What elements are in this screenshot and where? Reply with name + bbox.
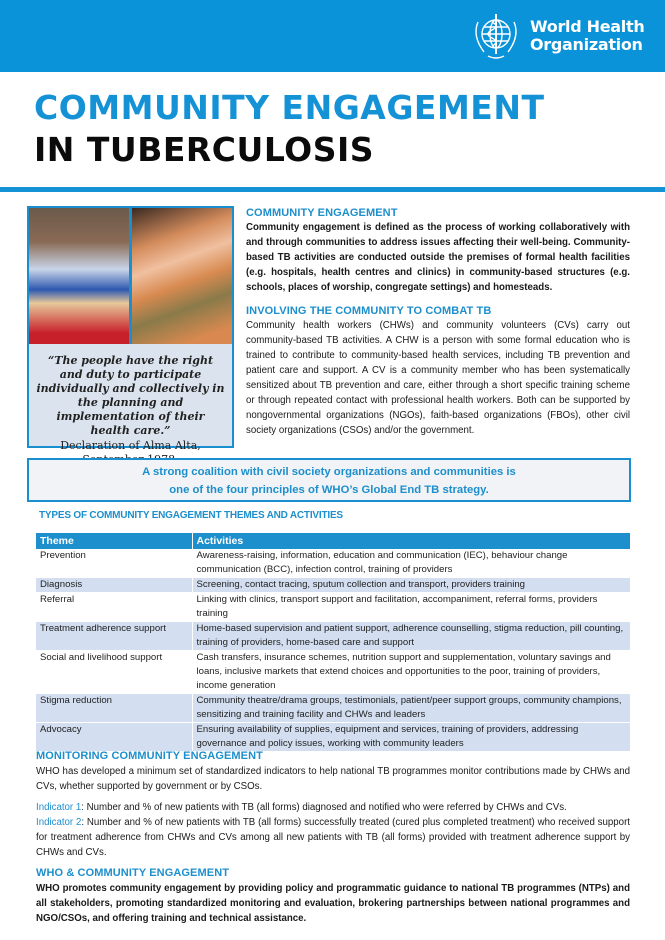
activities-cell: Community theatre/drama groups, testimonials, patient/peer support groups, community champions, sensitizing and training facility and CHWs and leaders bbox=[192, 694, 630, 723]
themes-table bbox=[36, 533, 630, 752]
theme-cell: Social and livelihood support bbox=[36, 651, 192, 694]
who-engagement-heading: WHO & COMMUNITY ENGAGEMENT bbox=[36, 867, 230, 879]
alma-ata-quote bbox=[29, 344, 232, 467]
callout-line2: one of the four principles of WHO’s Global End TB strategy. bbox=[169, 484, 489, 496]
theme-cell: Prevention bbox=[36, 549, 192, 578]
page-title-line1: COMMUNITY ENGAGEMENT bbox=[34, 88, 545, 127]
themes-table-title: TYPES OF COMMUNITY ENGAGEMENT THEMES AND ACTIVITIES bbox=[39, 510, 343, 521]
who-engagement-body: WHO promotes community engagement by providing policy and programmatic guidance to national TB programmes (NTPs) and all stakeholders, promoting standardized monitoring and evaluation, brokering partnerships between national programmes and NGO/CSOs, and offering training and technical assistance. bbox=[36, 883, 630, 924]
monitoring-body: WHO has developed a minimum set of standardized indicators to help national TB programmes monitor contributions made by CHWs and CVs, whether supported by government or by CSOs. bbox=[36, 766, 630, 792]
indicator-2-text: : Number and % of new patients with TB (all forms) successfully treated (cured plus completed treatment) who received support for treatment adherence from CHWs and CVs among all new patients with TB (all forms) provided with treatment adherence support by CHWs and CVs. bbox=[36, 817, 630, 858]
indicator-1-label: Indicator 1 bbox=[36, 802, 82, 813]
community-engagement-section bbox=[246, 207, 630, 295]
monitoring-section bbox=[36, 750, 630, 860]
theme-cell: Treatment adherence support bbox=[36, 622, 192, 651]
photo-woman-with-scarf bbox=[29, 208, 129, 344]
activities-cell: Ensuring availability of supplies, equipment and services, training of providers, addressing governance and policy issues, working with community leaders bbox=[192, 723, 630, 752]
community-engagement-body: Community engagement is defined as the process of working collaboratively with and through communities to address issues affecting their well-being. Community-based TB activities are conducted outside the premises of formal health facilities (e.g. hospitals, health centres and clinics) in community-based structures (e.g. schools, places of worship, congregate settings) and homesteads. bbox=[246, 222, 630, 293]
column-header-theme: Theme bbox=[36, 533, 192, 549]
table-row bbox=[36, 723, 630, 752]
indicator-2 bbox=[36, 815, 630, 860]
org-name-line1: World Health bbox=[530, 17, 645, 36]
indicator-2-label: Indicator 2 bbox=[36, 817, 82, 828]
community-engagement-heading: COMMUNITY ENGAGEMENT bbox=[246, 207, 398, 219]
quote-text: “The people have the right and duty to participate individually and collectively in the planning and implementation of their health care.” bbox=[36, 354, 225, 437]
photo-strip bbox=[29, 208, 232, 344]
who-emblem-icon bbox=[468, 10, 524, 62]
table-row bbox=[36, 694, 630, 723]
strategy-callout bbox=[27, 458, 631, 502]
indicator-1-text: : Number and % of new patients with TB (all forms) diagnosed and notified who were referred by CHWs and CVs. bbox=[81, 802, 567, 813]
theme-cell: Advocacy bbox=[36, 723, 192, 752]
involving-community-section bbox=[246, 305, 630, 438]
header-banner bbox=[0, 0, 665, 72]
theme-cell: Diagnosis bbox=[36, 578, 192, 593]
involving-community-body: Community health workers (CHWs) and community volunteers (CVs) carry out community-based TB activities. A CHW is a person with some formal education who is trained to contribute to community-based health services, including TB prevention and patient care and support. A CV is a community member who has been systematically sensitized about TB prevention and care, either through a short specific training scheme or through repeated contact with professional health workers. Both can be supported by nongovernmental organizations (NGOs), faith-based organizations (FBOs), other civil society organizations (CSOs) and/or the government. bbox=[246, 320, 630, 436]
theme-cell: Stigma reduction bbox=[36, 694, 192, 723]
table-row bbox=[36, 651, 630, 694]
activities-cell: Awareness-raising, information, education and communication (IEC), behaviour change communication (BCC), infection control, training of providers bbox=[192, 549, 630, 578]
activities-cell: Linking with clinics, transport support and facilitation, accompaniment, referral forms, providers training bbox=[192, 593, 630, 622]
activities-cell: Cash transfers, insurance schemes, nutrition support and supplementation, voluntary savings and loans, inclusive markets that extend choices and opportunities to the poor, training of providers, income generation bbox=[192, 651, 630, 694]
quote-source-line1: Declaration of Alma Alta, bbox=[60, 439, 201, 452]
table-row bbox=[36, 593, 630, 622]
involving-community-heading: INVOLVING THE COMMUNITY TO COMBAT TB bbox=[246, 305, 492, 317]
photo-mother-with-baby bbox=[132, 208, 232, 344]
indicator-1 bbox=[36, 800, 630, 815]
table-header-row bbox=[36, 533, 630, 549]
who-logo bbox=[468, 10, 644, 62]
activities-cell: Home-based supervision and patient support, adherence counselling, stigma reduction, pill counting, training of providers, home-based care and support bbox=[192, 622, 630, 651]
photo-quote-box bbox=[27, 206, 234, 452]
column-header-activities: Activities bbox=[192, 533, 630, 549]
org-name-line2: Organization bbox=[530, 35, 643, 54]
who-engagement-section bbox=[36, 867, 630, 926]
activities-cell: Screening, contact tracing, sputum collection and transport, providers training bbox=[192, 578, 630, 593]
callout-line1: A strong coalition with civil society organizations and communities is bbox=[142, 466, 516, 478]
table-row bbox=[36, 578, 630, 593]
title-divider bbox=[0, 187, 665, 192]
table-row bbox=[36, 549, 630, 578]
theme-cell: Referral bbox=[36, 593, 192, 622]
page-title-line2: IN TUBERCULOSIS bbox=[34, 130, 375, 169]
monitoring-heading: MONITORING COMMUNITY ENGAGEMENT bbox=[36, 750, 263, 762]
table-row bbox=[36, 622, 630, 651]
